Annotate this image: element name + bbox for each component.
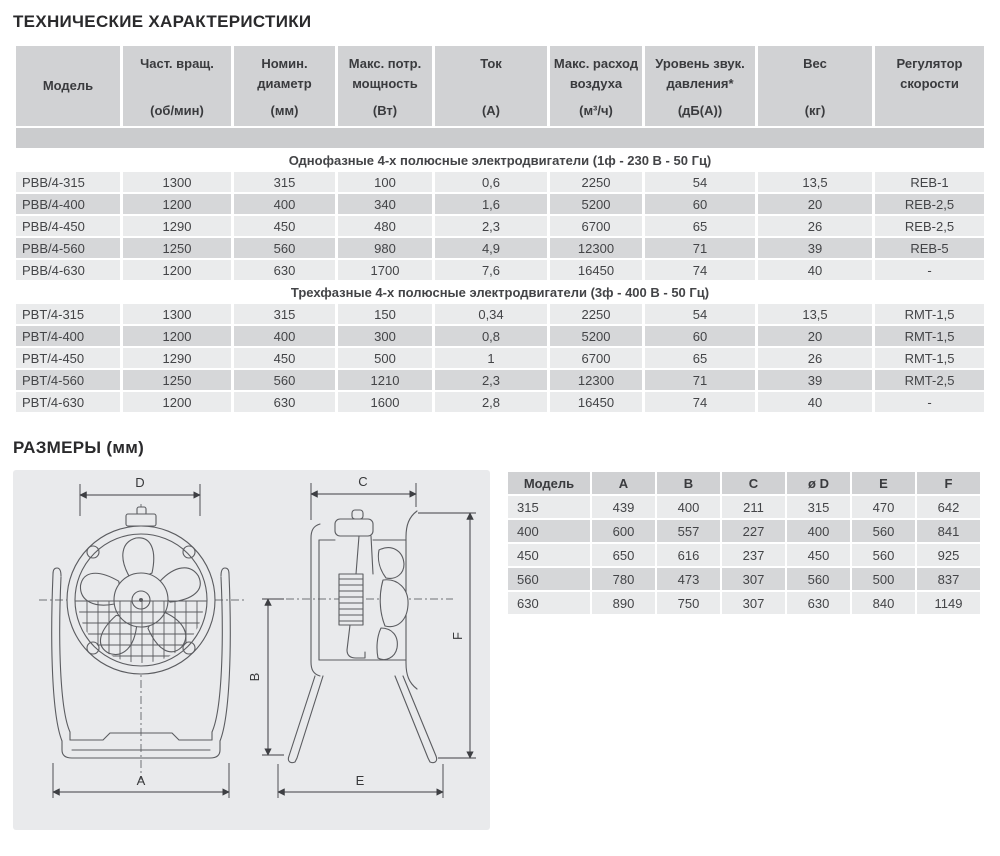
col-title: Част. вращ. [140,56,214,71]
cell-a: 600 [592,520,655,542]
cell-model: PBT/4-560 [16,370,120,390]
cell-current: 2,8 [435,392,547,412]
cell-speed: 1300 [123,304,231,324]
cell-airflow: 6700 [550,216,642,236]
cell-current: 0,8 [435,326,547,346]
dim-label-a: A [136,773,146,788]
cell-d: 560 [787,568,850,590]
cell-regulator: REB-1 [875,172,984,192]
col-unit: (об/мин) [150,102,204,118]
dims-rows [508,496,980,614]
threephase-rows [16,304,984,412]
dims-col-f: F [917,472,980,494]
cell-airflow: 6700 [550,348,642,368]
cell-speed: 1250 [123,370,231,390]
cell-current: 7,6 [435,260,547,280]
dims-col-model: Модель [508,472,590,494]
cell-airflow: 12300 [550,238,642,258]
cell-power: 1700 [338,260,432,280]
cell-model: 630 [508,592,590,614]
section-title: Трехфазные 4-х полюсные электродвигатели (3ф - 400 В - 50 Гц) [16,282,984,302]
cell-regulator: - [875,392,984,412]
cell-diameter: 630 [234,392,335,412]
table-row [16,304,984,324]
table-row [16,392,984,412]
cell-diameter: 630 [234,260,335,280]
table-row [16,238,984,258]
cell-regulator: REB-5 [875,238,984,258]
cell-model: PBT/4-400 [16,326,120,346]
cell-weight: 13,5 [758,304,872,324]
cell-weight: 40 [758,392,872,412]
front-view [39,475,245,798]
col-title: Модель [42,78,94,94]
dimensions-block [13,470,987,830]
cell-regulator: RMT-2,5 [875,370,984,390]
cell-diameter: 560 [234,370,335,390]
table-row [16,326,984,346]
cell-speed: 1300 [123,172,231,192]
fan-technical-drawing [13,470,490,830]
cell-e: 500 [852,568,915,590]
cell-regulator: REB-2,5 [875,194,984,214]
cell-f: 1149 [917,592,980,614]
cell-model: PBT/4-450 [16,348,120,368]
cell-f: 837 [917,568,980,590]
cell-current: 0,6 [435,172,547,192]
cell-diameter: 450 [234,348,335,368]
cell-diameter: 315 [234,304,335,324]
col-title: Макс. потр. мощность [348,56,422,91]
cell-model: PBB/4-400 [16,194,120,214]
table-row [508,520,980,542]
cell-b: 400 [657,496,720,518]
cell-model: 560 [508,568,590,590]
cell-f: 642 [917,496,980,518]
cell-a: 439 [592,496,655,518]
col-title: Вес [803,56,827,71]
header-divider [16,128,984,148]
col-header-diameter [234,46,335,126]
cell-c: 307 [722,568,785,590]
cell-b: 473 [657,568,720,590]
section-row-singlephase [16,150,984,170]
cell-diameter: 315 [234,172,335,192]
cell-regulator: RMT-1,5 [875,326,984,346]
dim-label-c: C [358,474,368,489]
specs-section-title: ТЕХНИЧЕСКИЕ ХАРАКТЕРИСТИКИ [13,12,312,31]
cell-b: 616 [657,544,720,566]
cell-speed: 1200 [123,326,231,346]
col-header-current [435,46,547,126]
cell-speed: 1290 [123,348,231,368]
cell-model: PBT/4-315 [16,304,120,324]
cell-noise: 54 [645,304,755,324]
cell-speed: 1250 [123,238,231,258]
cell-a: 650 [592,544,655,566]
cell-noise: 74 [645,260,755,280]
cell-model: PBB/4-450 [16,216,120,236]
cell-speed: 1200 [123,260,231,280]
cell-power: 100 [338,172,432,192]
cell-model: PBT/4-630 [16,392,120,412]
col-header-speed [123,46,231,126]
col-unit: (дБ(А)) [677,102,723,118]
cell-e: 560 [852,520,915,542]
table-row [16,216,984,236]
col-title: Макс. расход воздуха [553,56,639,91]
section-title: Однофазные 4-х полюсные электродвигатели (1ф - 230 В - 50 Гц) [16,150,984,170]
cell-current: 4,9 [435,238,547,258]
cell-power: 150 [338,304,432,324]
cell-model: 315 [508,496,590,518]
dims-col-d: ø D [787,472,850,494]
dim-label-d: D [135,475,145,490]
section-row-threephase [16,282,984,302]
cell-noise: 65 [645,216,755,236]
cell-model: 450 [508,544,590,566]
cell-power: 340 [338,194,432,214]
cell-regulator: RMT-1,5 [875,348,984,368]
cell-weight: 26 [758,348,872,368]
col-header-noise [645,46,755,126]
cell-current: 0,34 [435,304,547,324]
cell-noise: 54 [645,172,755,192]
cell-regulator: REB-2,5 [875,216,984,236]
cell-a: 890 [592,592,655,614]
cell-weight: 40 [758,260,872,280]
table-row [16,348,984,368]
cell-weight: 39 [758,238,872,258]
cell-power: 1210 [338,370,432,390]
col-header-model [16,46,120,126]
col-title: Уровень звук. давления* [655,56,745,91]
cell-weight: 26 [758,216,872,236]
cell-current: 1,6 [435,194,547,214]
col-title: Ток [480,56,502,71]
col-title: Номин. диаметр [257,56,312,91]
table-row [508,544,980,566]
table-row [508,496,980,518]
col-unit: (мм) [270,102,299,118]
cell-airflow: 5200 [550,326,642,346]
cell-e: 840 [852,592,915,614]
cell-b: 557 [657,520,720,542]
cell-weight: 20 [758,326,872,346]
cell-noise: 71 [645,238,755,258]
col-unit: (м³/ч) [579,102,613,118]
cell-power: 1600 [338,392,432,412]
dims-col-b: B [657,472,720,494]
col-header-weight [758,46,872,126]
dims-col-e: E [852,472,915,494]
dimensions-table [506,470,982,616]
cell-model: 400 [508,520,590,542]
cell-e: 560 [852,544,915,566]
col-unit: (Вт) [372,102,398,118]
table-row [16,370,984,390]
cell-c: 211 [722,496,785,518]
cell-c: 237 [722,544,785,566]
col-title: Регулятор скорости [896,56,963,91]
cell-airflow: 5200 [550,194,642,214]
cell-model: PBB/4-560 [16,238,120,258]
cell-airflow: 12300 [550,370,642,390]
cell-diameter: 400 [234,194,335,214]
cell-diameter: 450 [234,216,335,236]
cell-current: 2,3 [435,216,547,236]
dims-col-a: A [592,472,655,494]
cell-airflow: 2250 [550,172,642,192]
cell-regulator: - [875,260,984,280]
cell-power: 480 [338,216,432,236]
cell-diameter: 400 [234,326,335,346]
cell-regulator: RMT-1,5 [875,304,984,324]
col-unit: (кг) [804,102,826,118]
cell-current: 1 [435,348,547,368]
cell-d: 450 [787,544,850,566]
cell-noise: 60 [645,326,755,346]
table-row [16,260,984,280]
table-row [508,592,980,614]
dim-label-e: E [355,773,365,788]
cell-airflow: 16450 [550,260,642,280]
dims-section-title: РАЗМЕРЫ (мм) [13,438,145,457]
dims-header-row [508,472,980,494]
cell-airflow: 2250 [550,304,642,324]
dims-col-c: C [722,472,785,494]
cell-e: 470 [852,496,915,518]
cell-speed: 1200 [123,194,231,214]
col-header-power [338,46,432,126]
specs-table [13,44,987,414]
col-header-airflow [550,46,642,126]
cell-power: 300 [338,326,432,346]
cell-noise: 71 [645,370,755,390]
cell-weight: 20 [758,194,872,214]
specs-header-row [16,46,984,126]
cell-power: 500 [338,348,432,368]
dim-label-f: F [450,632,465,640]
dim-label-b: B [247,672,262,682]
cell-speed: 1200 [123,392,231,412]
side-view [247,474,476,798]
singlephase-rows [16,172,984,280]
table-row [508,568,980,590]
col-unit: (А) [481,102,501,118]
cell-b: 750 [657,592,720,614]
cell-noise: 60 [645,194,755,214]
cell-f: 925 [917,544,980,566]
cell-model: PBB/4-630 [16,260,120,280]
cell-power: 980 [338,238,432,258]
col-header-regulator [875,46,984,126]
table-row [16,194,984,214]
cell-weight: 13,5 [758,172,872,192]
cell-c: 227 [722,520,785,542]
cell-f: 841 [917,520,980,542]
cell-noise: 74 [645,392,755,412]
cell-d: 400 [787,520,850,542]
cell-d: 630 [787,592,850,614]
cell-airflow: 16450 [550,392,642,412]
cell-model: PBB/4-315 [16,172,120,192]
cell-noise: 65 [645,348,755,368]
cell-c: 307 [722,592,785,614]
cell-d: 315 [787,496,850,518]
table-row [16,172,984,192]
cell-weight: 39 [758,370,872,390]
cell-a: 780 [592,568,655,590]
cell-current: 2,3 [435,370,547,390]
cell-speed: 1290 [123,216,231,236]
cell-diameter: 560 [234,238,335,258]
